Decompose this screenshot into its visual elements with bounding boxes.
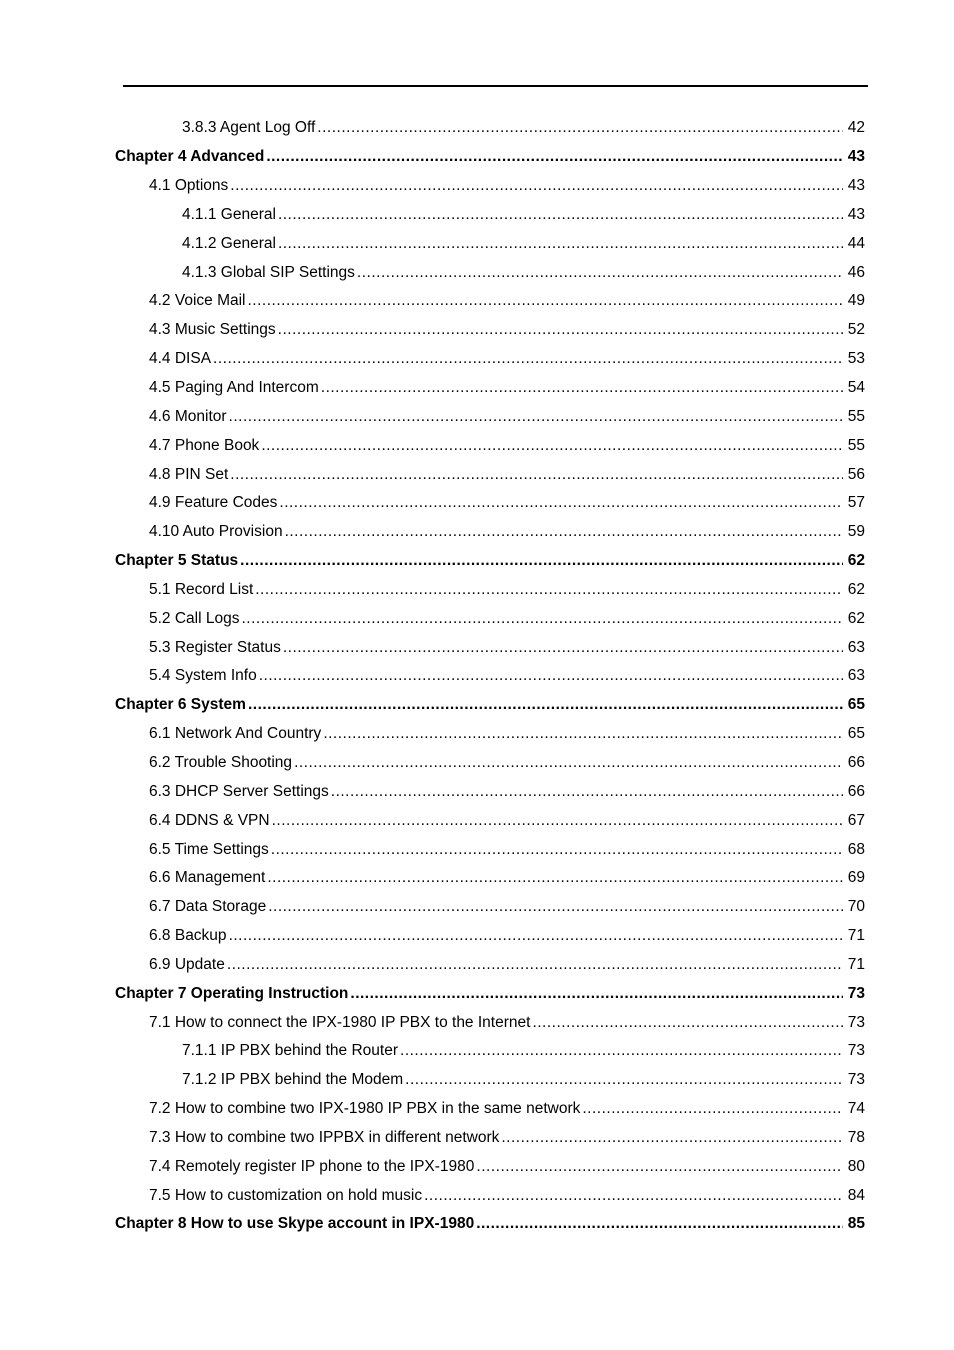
toc-entry-title: 6.5 Time Settings (149, 840, 269, 858)
toc-entry-title: 5.2 Call Logs (149, 609, 240, 627)
toc-dot-leader (266, 148, 843, 166)
toc-entry-title: 6.3 DHCP Server Settings (149, 782, 329, 800)
toc-entry-title: 7.1.1 IP PBX behind the Router (182, 1042, 399, 1060)
toc-chapter-entry[interactable] (0, 979, 954, 1008)
toc-page-number: 74 (847, 1100, 865, 1118)
toc-entry-title: 3.8.3 Agent Log Off (182, 119, 316, 137)
toc-dot-leader (532, 1014, 843, 1032)
toc-entry-title: 5.3 Register Status (149, 638, 281, 656)
toc-entry-title: Chapter 7 Operating Instruction (115, 984, 349, 1002)
toc-dot-leader (213, 350, 843, 368)
toc-page-number: 52 (847, 321, 865, 339)
toc-entry-title: 4.1.2 General (182, 234, 276, 252)
toc-entry-title: 4.2 Voice Mail (149, 292, 246, 310)
toc-dot-leader (317, 119, 843, 137)
toc-entry-title: 7.3 How to combine two IPPBX in different network (149, 1128, 500, 1146)
toc-section-entry[interactable] (0, 460, 954, 489)
toc-section-entry[interactable] (0, 431, 954, 460)
toc-page-number: 59 (847, 523, 865, 541)
toc-section-entry[interactable] (0, 172, 954, 201)
toc-page-number: 49 (847, 292, 865, 310)
toc-dot-leader (255, 581, 843, 599)
toc-entry-title: 6.7 Data Storage (149, 898, 267, 916)
toc-section-entry[interactable] (0, 922, 954, 951)
toc-page-number: 68 (847, 840, 865, 858)
toc-section-entry[interactable] (0, 806, 954, 835)
toc-chapter-entry[interactable] (0, 1210, 954, 1239)
toc-page-number: 73 (847, 1042, 865, 1060)
toc-entry-title: 6.2 Trouble Shooting (149, 753, 293, 771)
toc-dot-leader (323, 725, 843, 743)
toc-section-entry[interactable] (0, 287, 954, 316)
toc-page-number: 84 (847, 1186, 865, 1204)
toc-page-number: 65 (847, 725, 865, 743)
header-rule (123, 85, 868, 87)
toc-section-entry[interactable] (0, 1037, 954, 1066)
toc-entry-title: 4.10 Auto Provision (149, 523, 283, 541)
toc-section-entry[interactable] (0, 374, 954, 403)
toc-page-number: 42 (847, 119, 865, 137)
toc-page-number: 80 (847, 1157, 865, 1175)
toc-dot-leader (259, 667, 843, 685)
toc-entry-title: Chapter 6 System (115, 696, 246, 714)
toc-dot-leader (278, 235, 843, 253)
toc-page-number: 44 (847, 234, 865, 252)
toc-section-entry[interactable] (0, 893, 954, 922)
toc-dot-leader (227, 956, 843, 974)
toc-page-number: 63 (847, 638, 865, 656)
toc-dot-leader (476, 1158, 843, 1176)
toc-entry-title: 4.1.1 General (182, 205, 276, 223)
toc-dot-leader (229, 408, 843, 426)
toc-dot-leader (261, 437, 843, 455)
toc-section-entry[interactable] (0, 114, 954, 143)
toc-entry-title: 4.4 DISA (149, 350, 212, 368)
toc-chapter-entry[interactable] (0, 547, 954, 576)
toc-section-entry[interactable] (0, 1152, 954, 1181)
toc-dot-leader (230, 466, 843, 484)
toc-entry-title: 6.4 DDNS & VPN (149, 811, 270, 829)
toc-page-number: 53 (847, 350, 865, 368)
toc-section-entry[interactable] (0, 720, 954, 749)
toc-page-number: 43 (847, 177, 865, 195)
toc-dot-leader (248, 292, 844, 310)
toc-page-number: 63 (847, 667, 865, 685)
toc-dot-leader (278, 206, 843, 224)
toc-section-entry[interactable] (0, 1066, 954, 1095)
toc-entry-title: 5.1 Record List (149, 580, 254, 598)
toc-entry-title: 7.4 Remotely register IP phone to the IPX-1980 (149, 1157, 475, 1175)
toc-entry-title: 6.1 Network And Country (149, 725, 322, 743)
toc-dot-leader (279, 494, 843, 512)
toc-page-number: 62 (847, 609, 865, 627)
toc-entry-title: 4.8 PIN Set (149, 465, 229, 483)
toc-dot-leader (240, 552, 843, 570)
toc-page-number: 55 (847, 436, 865, 454)
toc-dot-leader (248, 696, 843, 714)
toc-entry-title: 4.6 Monitor (149, 407, 227, 425)
toc-dot-leader (278, 321, 843, 339)
toc-dot-leader (267, 869, 843, 887)
toc-entry-title: 4.5 Paging And Intercom (149, 379, 319, 397)
toc-dot-leader (241, 610, 843, 628)
toc-dot-leader (272, 812, 843, 830)
toc-page-number: 85 (847, 1215, 865, 1233)
toc-dot-leader (321, 379, 843, 397)
toc-section-entry[interactable] (0, 402, 954, 431)
toc-section-entry[interactable] (0, 835, 954, 864)
toc-page-number: 71 (847, 927, 865, 945)
toc-page-number: 71 (847, 955, 865, 973)
toc-page-number: 78 (847, 1128, 865, 1146)
toc-entry-title: Chapter 8 How to use Skype account in IPX-1980 (115, 1215, 475, 1233)
toc-section-entry[interactable] (0, 777, 954, 806)
toc-section-entry[interactable] (0, 950, 954, 979)
toc-section-entry[interactable] (0, 316, 954, 345)
toc-page-number: 54 (847, 379, 865, 397)
toc-dot-leader (350, 985, 843, 1003)
toc-section-entry[interactable] (0, 518, 954, 547)
toc-section-entry[interactable] (0, 633, 954, 662)
toc-page-number: 62 (847, 580, 865, 598)
toc-chapter-entry[interactable] (0, 143, 954, 172)
toc-entry-title: 4.3 Music Settings (149, 321, 276, 339)
toc-page-number: 43 (847, 205, 865, 223)
toc-page-number: 70 (847, 898, 865, 916)
toc-dot-leader (271, 841, 843, 859)
toc-section-entry[interactable] (0, 258, 954, 287)
toc-page-number: 73 (847, 984, 865, 1002)
toc-entry-title: 4.1 Options (149, 177, 229, 195)
toc-section-entry[interactable] (0, 604, 954, 633)
toc-page-number: 67 (847, 811, 865, 829)
toc-entry-title: 6.8 Backup (149, 927, 227, 945)
toc-entry-title: 6.9 Update (149, 955, 225, 973)
toc-entry-title: Chapter 5 Status (115, 552, 239, 570)
toc-section-entry[interactable] (0, 345, 954, 374)
toc-page-number: 66 (847, 782, 865, 800)
toc-page-number: 73 (847, 1071, 865, 1089)
toc-dot-leader (501, 1129, 843, 1147)
toc-section-entry[interactable] (0, 576, 954, 605)
toc-section-entry[interactable] (0, 749, 954, 778)
toc-section-entry[interactable] (0, 489, 954, 518)
table-of-contents (0, 114, 954, 1239)
toc-entry-title: 4.1.3 Global SIP Settings (182, 263, 355, 281)
toc-page-number: 43 (847, 148, 865, 166)
toc-section-entry[interactable] (0, 864, 954, 893)
toc-section-entry[interactable] (0, 1095, 954, 1124)
toc-page-number: 69 (847, 869, 865, 887)
toc-dot-leader (424, 1187, 843, 1205)
toc-page-number: 73 (847, 1013, 865, 1031)
toc-entry-title: 7.1.2 IP PBX behind the Modem (182, 1071, 404, 1089)
toc-section-entry[interactable] (0, 201, 954, 230)
toc-dot-leader (230, 177, 843, 195)
toc-chapter-entry[interactable] (0, 691, 954, 720)
toc-page-number: 57 (847, 494, 865, 512)
toc-page-number: 62 (847, 552, 865, 570)
toc-dot-leader (476, 1215, 843, 1233)
toc-entry-title: 4.9 Feature Codes (149, 494, 278, 512)
toc-entry-title: 7.2 How to combine two IPX-1980 IP PBX in the same network (149, 1100, 581, 1118)
toc-dot-leader (405, 1071, 843, 1089)
toc-section-entry[interactable] (0, 229, 954, 258)
toc-dot-leader (285, 523, 843, 541)
toc-dot-leader (229, 927, 843, 945)
toc-dot-leader (283, 639, 843, 657)
toc-dot-leader (268, 898, 843, 916)
toc-dot-leader (400, 1042, 843, 1060)
toc-section-entry[interactable] (0, 1008, 954, 1037)
toc-entry-title: 5.4 System Info (149, 667, 257, 685)
toc-entry-title: 4.7 Phone Book (149, 436, 260, 454)
toc-entry-title: 6.6 Management (149, 869, 266, 887)
toc-page-number: 56 (847, 465, 865, 483)
toc-section-entry[interactable] (0, 1181, 954, 1210)
toc-page-number: 65 (847, 696, 865, 714)
toc-entry-title: 7.1 How to connect the IPX-1980 IP PBX to the Internet (149, 1013, 531, 1031)
toc-section-entry[interactable] (0, 662, 954, 691)
toc-dot-leader (582, 1100, 843, 1118)
toc-entry-title: 7.5 How to customization on hold music (149, 1186, 423, 1204)
toc-entry-title: Chapter 4 Advanced (115, 148, 265, 166)
toc-dot-leader (357, 264, 843, 282)
toc-page-number: 46 (847, 263, 865, 281)
toc-dot-leader (331, 783, 843, 801)
toc-section-entry[interactable] (0, 1124, 954, 1153)
toc-page-number: 66 (847, 753, 865, 771)
toc-dot-leader (294, 754, 843, 772)
toc-page-number: 55 (847, 407, 865, 425)
